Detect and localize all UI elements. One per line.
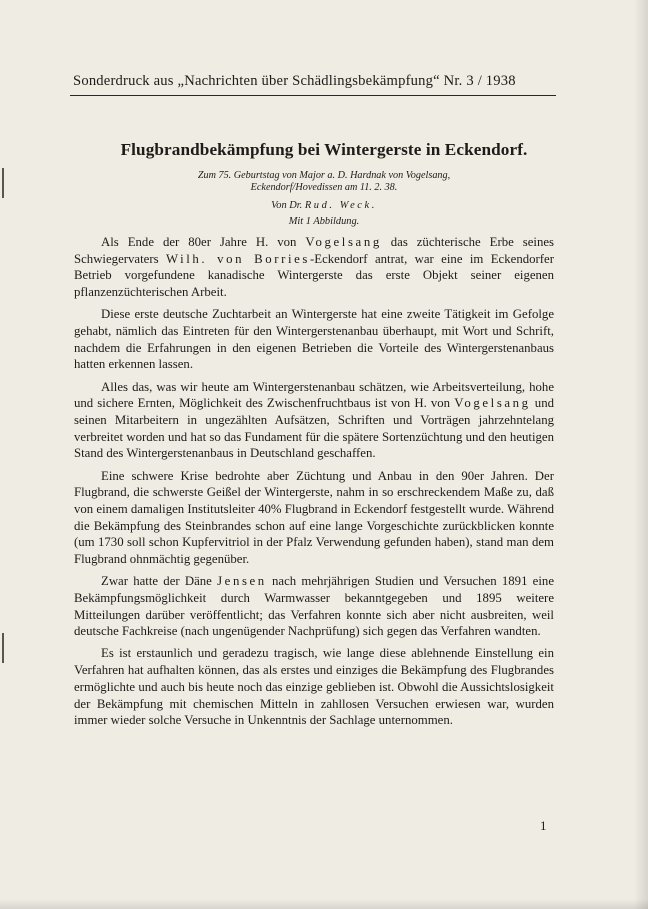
header-rule — [70, 95, 556, 96]
page-edge-shadow — [634, 0, 648, 909]
dedication-line-1: Zum 75. Geburtstag von Major a. D. Hardnak von Vogelsang, — [197, 170, 451, 181]
paragraph-5-text-a: Zwar hatte der Däne — [101, 574, 218, 589]
figure-note: Mit 1 Abbildung. — [288, 216, 360, 227]
paragraph-3 — [74, 379, 554, 463]
author-line — [0, 200, 648, 211]
paragraph-1 — [74, 234, 554, 301]
dedication-line-2: Eckendorf/Hovedissen am 11. 2. 38. — [250, 182, 398, 193]
paragraph-1-text-c: das züchterische Erbe seines Schwiegervaters — [74, 235, 555, 266]
paragraph-3-text-a: Alles das, was wir heute am Wintergerstenanbau schätzen, wie Arbeitsverteilung, hohe und sichere Ernten, Möglichkeit des Zwischenfruchtbaus ist von H. von — [74, 379, 554, 411]
article-title: Flugbrandbekämpfung bei Wintergerste in Eckendorf. — [120, 140, 528, 159]
paragraph-4: Eine schwere Krise bedrohte aber Züchtung und Anbau in den 90er Jahren. Der Flugbrand, die schwerste Geißel der Wintergerste, nahm in so erschreckendem Maße zu, daß von einem damaligen Institutsleiter 40% Flugbrand in Eckendorf festgestellt wurde. Während die Bekämpfung des Steinbrandes schon auf eine lange Vorgeschichte zurückblicken konnte (um 1730 soll schon Kupfervitriol in der Pfalz Verwendung gefunden haben), stand man dem Flugbrand ohnmächtig gegenüber. — [74, 468, 554, 567]
page-bottom-shadow — [0, 899, 648, 909]
spaced-name-vogelsang: Vogelsang — [454, 396, 531, 411]
paragraph-3-text-c: und seinen Mitarbeitern in ungezählten Aufsätzen, Schriften und Vorträgen jahrzehntelang verbreitet worden und hat so das Fundament für die spätere Sortenzüchtung und den heutigen Stand des Wintergerstenanbaus in Deutschland geschaffen. — [74, 396, 554, 461]
paragraph-5 — [74, 573, 554, 640]
spaced-name-borries: Wilh. von Borries — [165, 251, 311, 266]
paragraph-1-text-e: -Eckendorf antrat, war eine im Eckendorfer Betrieb vorgefundene kanadische Wintergerste das erste Objekt seiner eigenen pflanzenzüchterischen Arbeit. — [74, 251, 554, 300]
article-body — [74, 234, 554, 734]
spaced-name-vogelsang: Vogelsang — [305, 235, 382, 249]
dedication — [0, 170, 648, 194]
binding-mark-bottom — [2, 633, 4, 663]
paragraph-1-text-a: Als Ende der 80er Jahre H. von — [101, 235, 306, 249]
paragraph-6: Es ist erstaunlich und geradezu tragisch, wie lange diese ablehnende Einstellung ein Verfahren hat aufhalten können, das als erstes und einziges die Bekämpfung des Flugbrandes ermöglichte und auch bis heute noch das einzige geblieben ist. Obwohl die Aussichtslosigkeit der Bekämpfung mit chemischen Mitteln in zahllosen Versuchen erwiesen war, wurden immer wieder solche Versuche in Unkenntnis der Sachlage unternommen. — [74, 646, 554, 728]
paragraph-2: Diese erste deutsche Zuchtarbeit an Wintergerste hat eine zweite Tätigkeit im Gefolge gehabt, nämlich das Eintreten für den Wintergerstenanbau überhaupt, mit Wort und Schrift, nachdem die Erfahrungen in den eigenen Betrieben die Vorteile des Wintergerstenanbaus hatten erkennen lassen. — [74, 307, 554, 372]
paragraph-5-text-c: nach mehrjährigen Studien und Versuchen 1891 eine Bekämpfungsmöglichkeit durch Warmwasser bekanntgegeben und 1895 weitere Mitteilungen darüber veröffentlicht; das Verfahren konnte sich aber nicht ausbreiten, weil deutsche Fachkreise (nach ungenügender Nachprüfung) sich gegen das Verfahren wandten. — [74, 574, 554, 639]
page-number: 1 — [540, 818, 547, 833]
author-prefix: Von Dr. — [271, 200, 305, 211]
spaced-name-jensen: Jensen — [217, 574, 267, 589]
author-name: Rud. Weck. — [304, 200, 377, 211]
publication-header: Sonderdruck aus „Nachrichten über Schädlingsbekämpfung“ Nr. 3 / 1938 — [73, 73, 516, 89]
